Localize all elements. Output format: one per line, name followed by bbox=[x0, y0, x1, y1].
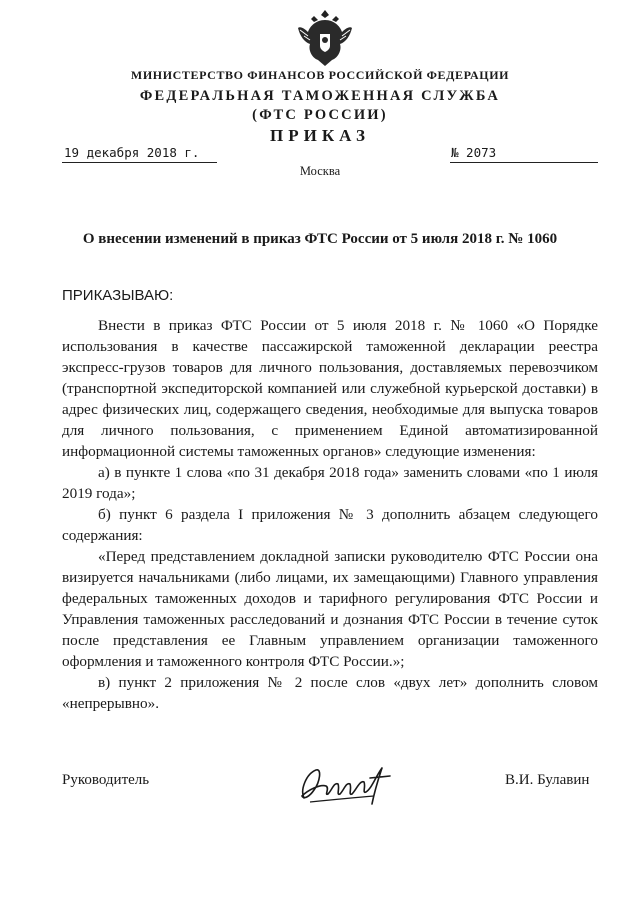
city: Москва bbox=[299, 164, 341, 178]
handwritten-signature-icon bbox=[290, 760, 400, 810]
coat-of-arms-icon bbox=[296, 6, 354, 68]
service-name: ФЕДЕРАЛЬНАЯ ТАМОЖЕННАЯ СЛУЖБА bbox=[139, 88, 501, 104]
signatory-role: Руководитель bbox=[62, 772, 150, 788]
service-abbreviation: (ФТС РОССИИ) bbox=[252, 107, 388, 123]
order-body bbox=[62, 315, 598, 714]
order-directive: ПРИКАЗЫВАЮ: bbox=[62, 287, 174, 304]
paragraph-quote: «Перед представлением докладной записки руководителю ФТС России она визируется начальниками (либо лицами, их замещающими) Главного управления федеральных таможенных доходов и тарифного регулирования ФТС России и Управления таможенных расследований и дознания ФТС России в течение суток после представления ее Главным управлением организации таможенного оформления и таможенного контроля ФТС России.»; bbox=[62, 548, 598, 670]
paragraph-item-a: а) в пункте 1 слова «по 31 декабря 2018 года» заменить словами «по 1 июля 2019 года»; bbox=[62, 464, 598, 502]
order-number: № 2073 bbox=[451, 145, 497, 160]
signatory-name: В.И. Булавин bbox=[505, 772, 590, 788]
paragraph-item-b: б) пункт 6 раздела I приложения № 3 дополнить абзацем следующего содержания: bbox=[62, 506, 598, 544]
order-title: О внесении изменений в приказ ФТС России от 5 июля 2018 г. № 1060 bbox=[82, 231, 558, 247]
document-type: ПРИКАЗ bbox=[270, 126, 370, 145]
paragraph-item-c: в) пункт 2 приложения № 2 после слов «двух лет» дополнить словом «непрерывно». bbox=[62, 674, 598, 712]
order-date: 19 декабря 2018 г. bbox=[64, 145, 200, 160]
ministry-name: МИНИСТЕРСТВО ФИНАНСОВ РОССИЙСКОЙ ФЕДЕРАЦИИ bbox=[130, 68, 510, 82]
paragraph-main: Внести в приказ ФТС России от 5 июля 2018 г. № 1060 «О Порядке использования в качестве пассажирской таможенной декларации реестра экспресс-грузов товаров для личного пользования, доставляемых перевозчиком (транспортной экспедиторской компанией или служебной курьерской доставки) в адрес физических лиц, содержащего сведения, необходимые для выпуска товаров для личного пользования, с применением Единой автоматизированной информационной системы таможенных органов» следующие изменения: bbox=[62, 317, 598, 460]
